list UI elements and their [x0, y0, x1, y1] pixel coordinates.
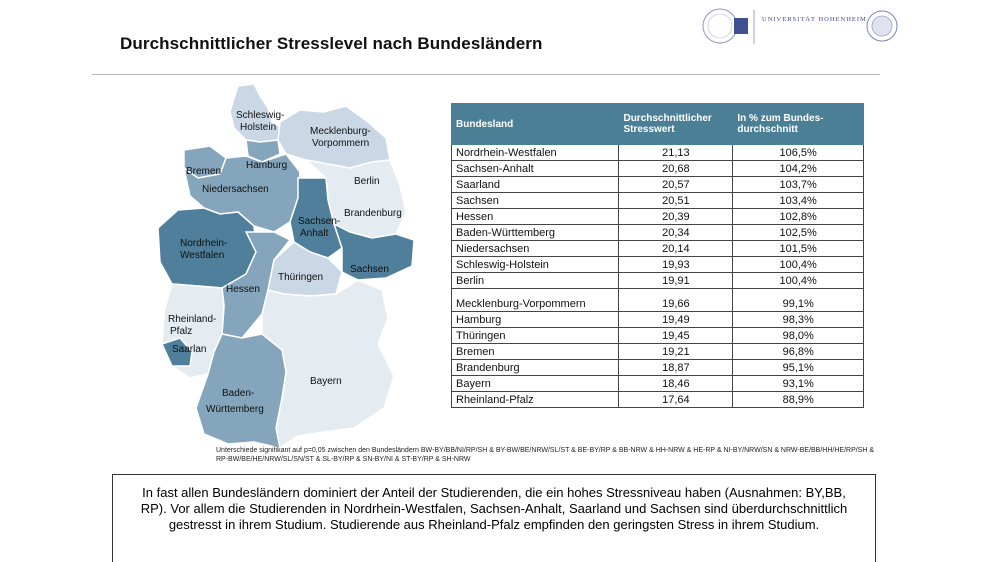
cell-wert: 19,93 [619, 257, 733, 273]
cell-land: Rheinland-Pfalz [452, 392, 619, 408]
label-rp-1: Rheinland- [168, 314, 217, 325]
label-brandenburg: Brandenburg [344, 208, 402, 219]
table-row [452, 241, 864, 257]
cell-wert: 19,66 [619, 289, 733, 312]
cell-land: Thüringen [452, 328, 619, 344]
table-row [452, 225, 864, 241]
label-bremen: Bremen [186, 166, 222, 177]
label-sachsen: Sachsen [350, 264, 389, 275]
cell-wert: 19,49 [619, 312, 733, 328]
cell-wert: 18,87 [619, 360, 733, 376]
header-stresswert: Durchschnittlicher Stresswert [619, 104, 733, 145]
table-row [452, 344, 864, 360]
germany-map [150, 82, 426, 452]
table-row [452, 289, 864, 312]
label-mv-2: Vorpommern [312, 138, 370, 149]
significance-footnote: Unterschiede signifikant auf p=0,05 zwischen den Bundesländern BW-BY/BB/NI/RP/SH & BY-BW/BE/NRW/SL/ST & BE-BY/RP & BB-NRW & HH-NRW & HE-RP & NI-BY/NRW/SN & NRW-BE/BB/HH/HE/RP/SH & RP-BW/BE/HE/NRW/SL/SN/ST & SL-BY/RP & SN-BY/NI & ST-BY/RP & SH-NRW [216, 447, 875, 463]
cell-prozent: 102,5% [733, 225, 864, 241]
cell-wert: 19,45 [619, 328, 733, 344]
table-row [452, 177, 864, 193]
label-nw-2: Westfalen [180, 250, 225, 261]
cell-prozent: 100,4% [733, 257, 864, 273]
cell-wert: 20,51 [619, 193, 733, 209]
table-row [452, 209, 864, 225]
cell-wert: 18,46 [619, 376, 733, 392]
stress-table [451, 103, 864, 408]
university-name: UNIVERSITÄT HOHENHEIM [762, 16, 867, 23]
label-berlin: Berlin [354, 176, 380, 187]
region-mecklenburg-vorpommern [278, 106, 390, 168]
label-hessen: Hessen [226, 284, 260, 295]
table-row [452, 328, 864, 344]
cell-prozent: 103,7% [733, 177, 864, 193]
label-saarland: Saarlan [172, 344, 207, 355]
cell-wert: 20,68 [619, 161, 733, 177]
label-sh-1: Schleswig- [236, 110, 285, 121]
label-bw-1: Baden- [222, 388, 255, 399]
label-hamburg: Hamburg [246, 160, 288, 171]
cell-prozent: 106,5% [733, 145, 864, 161]
cell-prozent: 101,5% [733, 241, 864, 257]
cell-prozent: 104,2% [733, 161, 864, 177]
label-sh-2: Holstein [240, 122, 277, 133]
cell-land: Nordrhein-Westfalen [452, 145, 619, 161]
label-nw-1: Nordrhein- [180, 238, 228, 249]
cell-land: Sachsen-Anhalt [452, 161, 619, 177]
cell-land: Sachsen [452, 193, 619, 209]
table-row [452, 273, 864, 289]
cell-land: Baden-Württemberg [452, 225, 619, 241]
label-st-1: Sachsen- [298, 216, 341, 227]
university-seal-icon [698, 4, 898, 48]
table-row [452, 312, 864, 328]
cell-land: Schleswig-Holstein [452, 257, 619, 273]
label-bw-2: Württemberg [206, 404, 264, 415]
header-bundesland: Bundesland [452, 104, 619, 145]
cell-prozent: 95,1% [733, 360, 864, 376]
cell-land: Niedersachsen [452, 241, 619, 257]
cell-wert: 20,39 [619, 209, 733, 225]
cell-prozent: 100,4% [733, 273, 864, 289]
table-row [452, 376, 864, 392]
cell-prozent: 98,0% [733, 328, 864, 344]
label-rp-2: Pfalz [170, 326, 193, 337]
cell-wert: 20,57 [619, 177, 733, 193]
cell-prozent: 93,1% [733, 376, 864, 392]
label-niedersachsen: Niedersachsen [202, 184, 269, 195]
cell-prozent: 96,8% [733, 344, 864, 360]
cell-prozent: 102,8% [733, 209, 864, 225]
cell-land: Bayern [452, 376, 619, 392]
table-row [452, 392, 864, 408]
table-header-row [452, 104, 864, 145]
cell-prozent: 99,1% [733, 289, 864, 312]
page-title: Durchschnittlicher Stresslevel nach Bundesländern [120, 34, 543, 53]
header-prozent: In % zum Bundes-durchschnitt [733, 104, 864, 145]
cell-land: Hamburg [452, 312, 619, 328]
cell-prozent: 88,9% [733, 392, 864, 408]
cell-land: Bremen [452, 344, 619, 360]
cell-land: Saarland [452, 177, 619, 193]
table-row [452, 360, 864, 376]
label-thueringen: Thüringen [278, 272, 324, 283]
title-divider [92, 74, 880, 75]
cell-land: Brandenburg [452, 360, 619, 376]
summary-box [112, 474, 876, 562]
cell-wert: 19,91 [619, 273, 733, 289]
table-row [452, 193, 864, 209]
cell-prozent: 103,4% [733, 193, 864, 209]
table-row [452, 257, 864, 273]
cell-wert: 21,13 [619, 145, 733, 161]
table-row [452, 145, 864, 161]
cell-wert: 19,21 [619, 344, 733, 360]
university-logos [698, 4, 898, 48]
label-mv-1: Mecklenburg- [310, 126, 371, 137]
label-bayern: Bayern [310, 376, 342, 387]
cell-wert: 17,64 [619, 392, 733, 408]
table-row [452, 161, 864, 177]
cell-wert: 20,14 [619, 241, 733, 257]
cell-land: Berlin [452, 273, 619, 289]
cell-land: Mecklenburg-Vorpommern [452, 289, 619, 312]
cell-wert: 20,34 [619, 225, 733, 241]
cell-land: Hessen [452, 209, 619, 225]
cell-prozent: 98,3% [733, 312, 864, 328]
label-st-2: Anhalt [300, 228, 329, 239]
summary-text: In fast allen Bundesländern dominiert der Anteil der Studierenden, die ein hohes Stressniveau haben (Ausnahmen: BY,BB, RP). Vor allem die Studierenden in Nordrhein-Westfalen, Sachsen-Anhalt, Saarland und Sachsen sind überdurchschnittlich gestresst in ihrem Studium. Studierende aus Rheinland-Pfalz empfinden den geringsten Stress in ihrem Studium. [140, 485, 848, 532]
